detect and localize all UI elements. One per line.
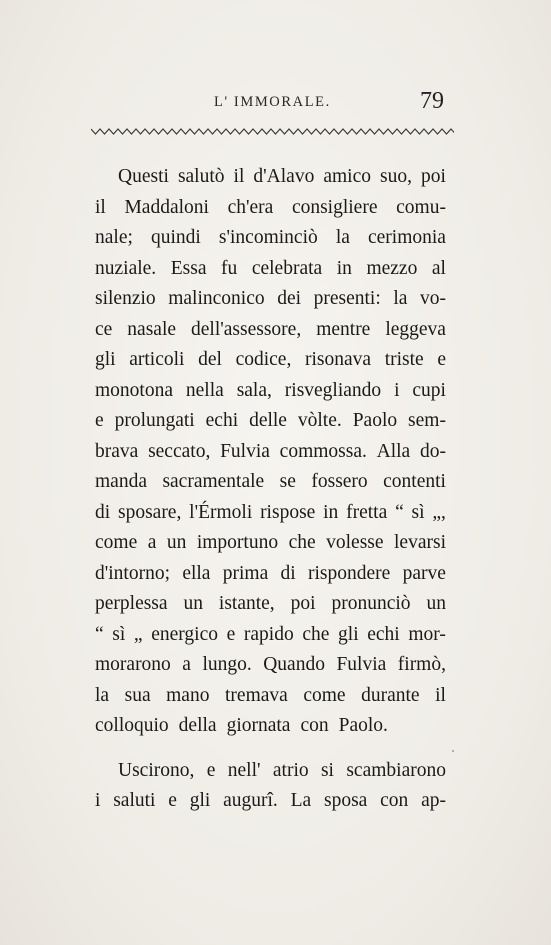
word: cerimonia: [367, 227, 446, 248]
word: La: [290, 790, 312, 811]
word: comu-: [396, 196, 446, 218]
word: consigliere: [291, 196, 378, 218]
margin-speck: [452, 750, 454, 752]
word: amico: [323, 166, 371, 187]
word: contenti: [383, 471, 446, 492]
word: commossa.: [279, 440, 367, 462]
word: sala,: [236, 379, 272, 401]
running-head: [0, 90, 551, 130]
text-line: [95, 681, 446, 712]
text-line: [95, 650, 446, 681]
word: dei: [277, 288, 302, 309]
word: gli: [95, 349, 116, 370]
word: parve: [402, 562, 446, 584]
word: poi: [421, 166, 446, 187]
word: i: [95, 790, 101, 811]
word: silenzio: [95, 288, 156, 309]
word: sì: [411, 501, 425, 523]
word: Fulvia: [336, 654, 387, 675]
word: morarono: [95, 654, 171, 675]
word: Paolo.: [338, 715, 388, 736]
text-line: [95, 406, 446, 437]
word: sì: [112, 623, 126, 645]
word: „,: [432, 501, 446, 523]
word: della: [178, 715, 217, 736]
word: monotona: [95, 379, 173, 401]
word: e: [95, 410, 104, 431]
word: tremava: [225, 684, 288, 706]
word: atrio: [272, 759, 309, 781]
text-line: [95, 498, 446, 529]
word: nale;: [95, 227, 133, 248]
word: la: [95, 684, 110, 706]
word: salutò: [177, 166, 225, 187]
word: pronunciò: [331, 593, 411, 614]
word: la: [393, 288, 408, 309]
word: prima: [222, 562, 269, 584]
word: a: [182, 654, 191, 675]
word: vo-: [420, 288, 446, 309]
word: Essa: [170, 257, 207, 279]
word: cupi: [412, 379, 446, 401]
text-line: [95, 467, 446, 498]
word: importuno: [196, 532, 279, 553]
word: scambiarono: [346, 759, 446, 781]
word: in: [336, 257, 352, 279]
word: che: [302, 623, 330, 645]
word: di: [95, 501, 111, 523]
word: il: [95, 196, 106, 218]
word: nasale: [127, 318, 177, 340]
text-line: [95, 559, 446, 590]
word: Paolo: [352, 410, 398, 431]
body-text: [95, 162, 446, 817]
word: dell'assessore,: [191, 318, 302, 340]
word: brava: [95, 440, 139, 462]
word: malinconico: [168, 288, 265, 309]
page-number: 79: [420, 88, 444, 114]
word: rapido: [243, 623, 294, 645]
word: levarsi: [394, 532, 446, 553]
word: come: [303, 684, 346, 706]
word: d'Alavo: [253, 166, 315, 187]
word: un: [426, 593, 446, 614]
word: del: [198, 349, 222, 370]
word: se: [279, 471, 296, 492]
word: do-: [419, 440, 446, 462]
word: risonava: [304, 349, 372, 370]
word: come: [95, 532, 138, 553]
word: Maddaloni: [124, 196, 209, 218]
word: mezzo: [366, 257, 418, 279]
word: a: [147, 532, 157, 553]
word: firmò,: [397, 654, 446, 675]
word: sacramentale: [162, 471, 265, 492]
word: quindi: [150, 227, 201, 248]
word: volesse: [326, 532, 384, 553]
word: codice,: [235, 349, 292, 370]
word: s'incominciò: [218, 227, 318, 248]
word: risvegliando: [284, 379, 382, 401]
word: Fulvia: [220, 440, 270, 462]
text-line: [95, 284, 446, 315]
word: gli: [189, 790, 211, 811]
word: e: [206, 759, 216, 781]
word: poi: [290, 593, 316, 614]
text-line: [95, 437, 446, 468]
word: rispose: [260, 501, 316, 523]
word: con: [300, 715, 329, 736]
word: energico: [151, 623, 218, 645]
word: istante,: [218, 593, 275, 614]
word: leggeva: [385, 318, 446, 340]
text-line: [95, 756, 446, 787]
word: Quando: [263, 654, 325, 675]
word: ap-: [421, 790, 446, 811]
text-line: [95, 193, 446, 224]
word: di: [280, 562, 296, 584]
word: sem-: [408, 410, 446, 431]
word: ella: [182, 562, 211, 584]
word: seccato,: [148, 440, 211, 462]
word: rispondere: [308, 562, 391, 584]
word: e: [168, 790, 177, 811]
word: che: [288, 532, 316, 553]
word: sposare,: [117, 501, 182, 523]
word: giornata: [226, 715, 291, 736]
word: l'Érmoli: [189, 501, 253, 523]
word: presenti:: [313, 288, 381, 309]
word: echi: [205, 410, 239, 431]
text-line: [95, 620, 446, 651]
word: ch'era: [227, 196, 274, 218]
word: d'intorno;: [95, 562, 171, 584]
word: triste: [384, 349, 424, 370]
word: saluti: [113, 790, 156, 811]
text-line: [95, 223, 446, 254]
word: „: [133, 623, 143, 645]
word: augurî.: [223, 790, 278, 811]
text-line: [95, 786, 446, 817]
word: articoli: [129, 349, 185, 370]
word: lungo.: [202, 654, 252, 675]
text-line: [95, 589, 446, 620]
word: mano: [166, 684, 210, 706]
text-line: [95, 254, 446, 285]
word: mentre: [316, 318, 371, 340]
word: nella: [185, 379, 224, 401]
text-line: [95, 376, 446, 407]
word: echi: [367, 623, 400, 645]
word: nuziale.: [95, 257, 157, 279]
text-line: [95, 528, 446, 559]
word: la: [335, 227, 350, 248]
word: Alla: [376, 440, 411, 462]
word: celebrata: [251, 257, 323, 279]
word: “: [395, 501, 404, 523]
word: gli: [338, 623, 359, 645]
word: fretta: [346, 501, 388, 523]
word: manda: [95, 471, 147, 492]
word: e: [226, 623, 236, 645]
text-line: [95, 315, 446, 346]
word: suo,: [380, 166, 412, 187]
word: in: [323, 501, 339, 523]
word: colloquio: [95, 715, 169, 736]
word: e: [437, 349, 446, 370]
ornamental-rule: [91, 126, 454, 136]
word: “: [95, 623, 104, 645]
word: i: [394, 379, 400, 401]
word: nell': [227, 759, 261, 781]
word: Questi: [118, 166, 169, 187]
word: mor-: [408, 623, 446, 645]
word: fossero: [311, 471, 368, 492]
word: un: [166, 532, 187, 553]
word: al: [431, 257, 446, 279]
word: fu: [221, 257, 238, 279]
word: ce: [95, 318, 113, 340]
text-line: [95, 162, 446, 193]
word: il: [435, 684, 446, 706]
running-title: L' IMMORALE.: [214, 94, 331, 110]
word: sposa: [323, 790, 368, 811]
word: Uscirono,: [118, 759, 195, 781]
word: vòlte.: [297, 410, 342, 431]
word: si: [320, 759, 334, 781]
text-line: [95, 345, 446, 376]
word: con: [380, 790, 409, 811]
word: perplessa: [95, 593, 168, 614]
word: delle: [249, 410, 287, 431]
text-line: [95, 711, 446, 742]
word: durante: [361, 684, 420, 706]
word: il: [233, 166, 245, 187]
word: sua: [124, 684, 151, 706]
word: un: [183, 593, 203, 614]
word: prolungati: [114, 410, 195, 431]
